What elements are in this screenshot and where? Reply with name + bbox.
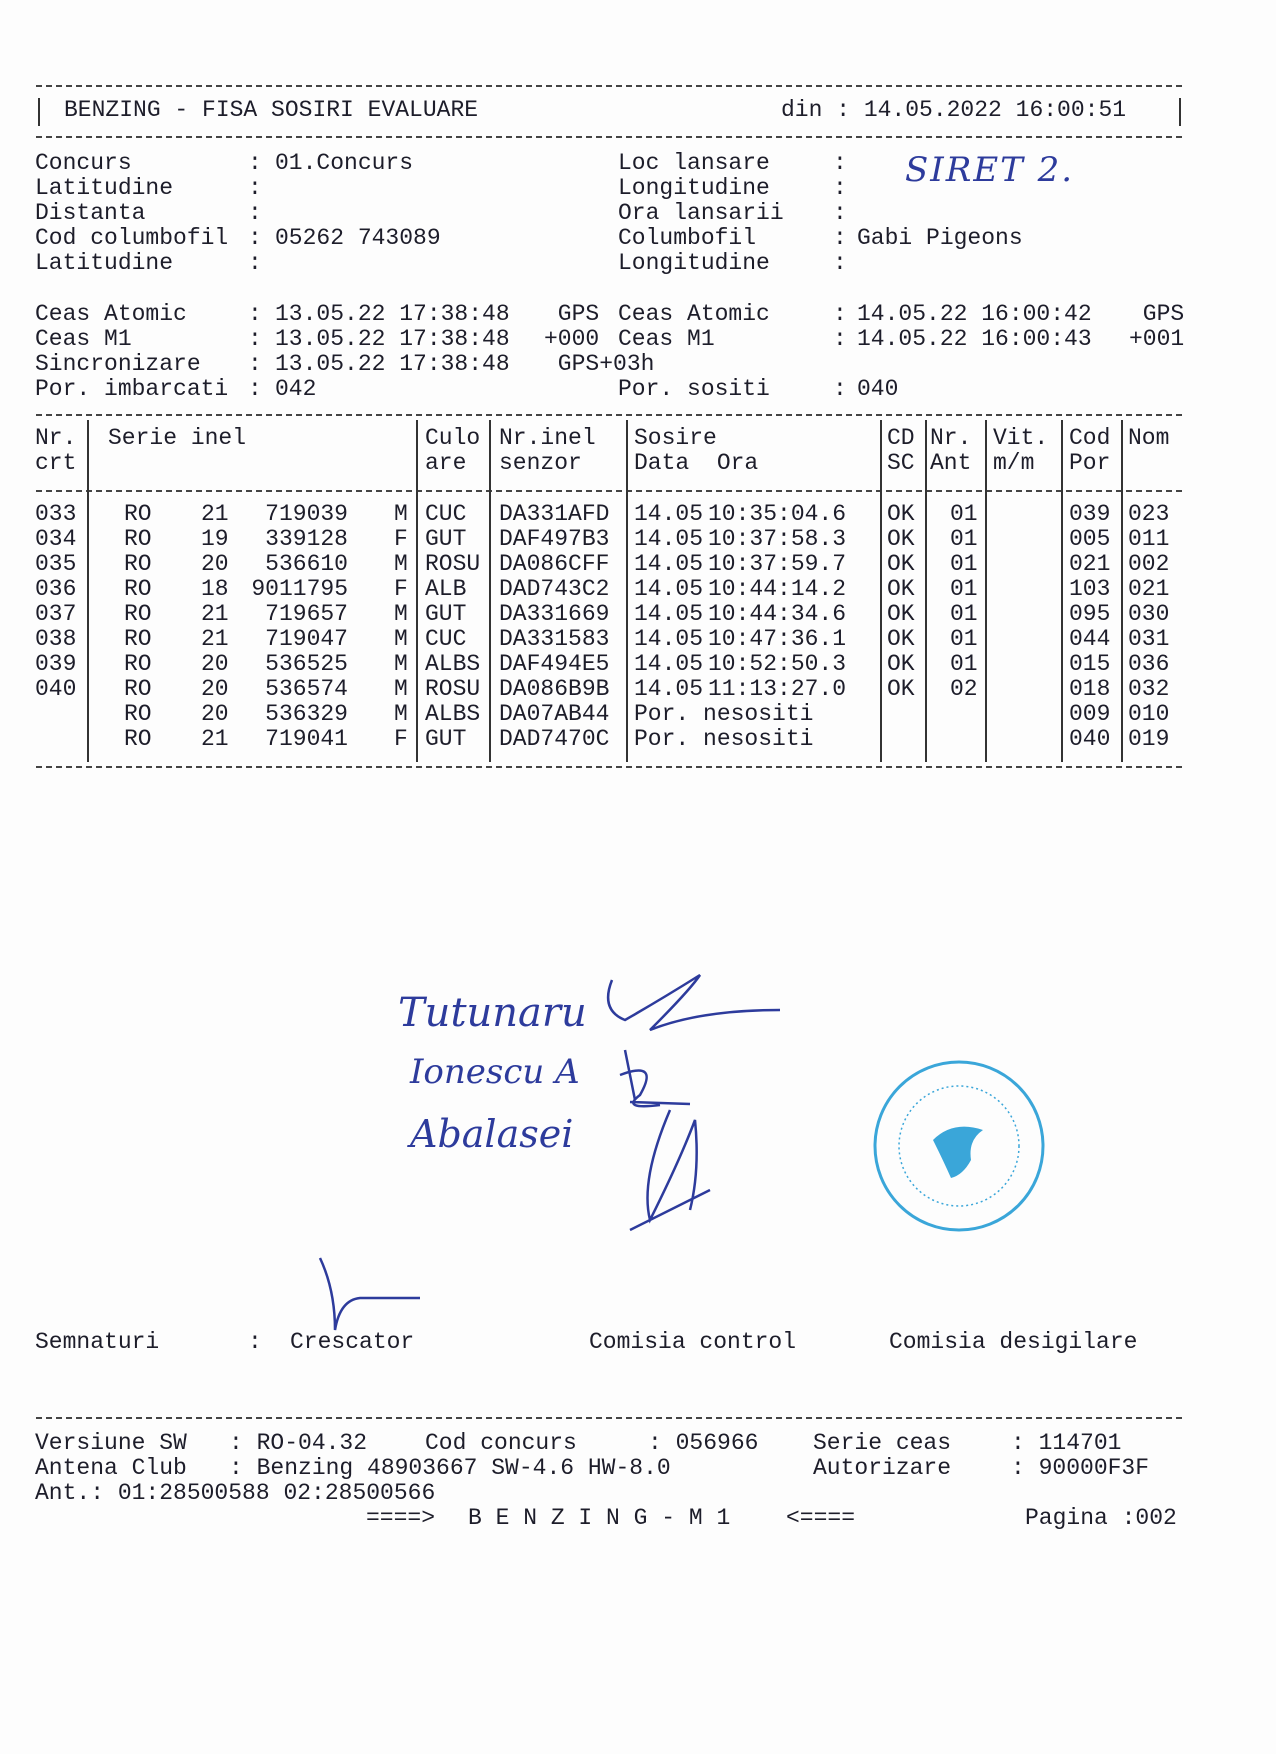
unsealing-committee-label: Comisia desigilare (889, 1329, 1138, 1355)
clock-suffix: +001 (1129, 326, 1185, 352)
cell-cdsc: OK (887, 576, 915, 602)
clock-label: Ceas M1 (618, 326, 715, 352)
header-sosire: Data Ora (634, 450, 759, 476)
cell-date: 14.05 (634, 601, 704, 627)
cell-year: 20 (201, 701, 229, 727)
cell-ring: 536574 (265, 676, 348, 702)
cell-color: ALB (425, 576, 467, 602)
info-label: Latitudine (35, 250, 174, 276)
cell-sensor: DAF494E5 (499, 651, 610, 677)
cell-sensor: DA331AFD (499, 501, 610, 527)
info-colon: : (833, 200, 847, 226)
cell-time: 10:37:59.7 (708, 551, 847, 577)
info-label: Longitudine (618, 175, 770, 201)
cell-country: RO (124, 676, 152, 702)
cell-nr: 039 (35, 651, 77, 677)
cell-color: CUC (425, 501, 467, 527)
cell-country: RO (124, 551, 152, 577)
column-divider (87, 420, 89, 762)
cell-nr: 040 (35, 676, 77, 702)
signature-name-3: Abalasei (410, 1112, 574, 1156)
header-ant: Nr. (930, 425, 972, 451)
cell-year: 20 (201, 676, 229, 702)
info-label: Columbofil (618, 225, 757, 251)
clock-serial-value: : 114701 (1011, 1430, 1122, 1456)
cell-year: 21 (201, 626, 229, 652)
cell-time: 10:44:34.6 (708, 601, 847, 627)
cell-nom: 002 (1128, 551, 1170, 577)
cell-time: 10:52:50.3 (708, 651, 847, 677)
info-colon: : (248, 150, 262, 176)
info-colon: : (248, 250, 262, 276)
column-divider (489, 420, 491, 762)
cell-country: RO (124, 701, 152, 727)
authorization-label: Autorizare (813, 1455, 952, 1481)
clock-colon: : (833, 326, 847, 352)
antenna-club-label: Antena Club (35, 1455, 187, 1481)
column-divider (416, 420, 418, 762)
clock-label: Ceas Atomic (618, 301, 770, 327)
cell-country: RO (124, 601, 152, 627)
clock-suffix: GPS (544, 301, 600, 327)
cell-date: 14.05 (634, 676, 704, 702)
cell-code: 103 (1069, 576, 1111, 602)
cell-date: 14.05 (634, 501, 704, 527)
column-divider (985, 420, 987, 762)
header-cod: Por (1069, 450, 1111, 476)
footer-rule (36, 1417, 1182, 1419)
cell-nom: 031 (1128, 626, 1170, 652)
cell-nom: 010 (1128, 701, 1170, 727)
info-label: Loc lansare (618, 150, 770, 176)
cell-ring: 719039 (265, 501, 348, 527)
cell-date: 14.05 (634, 626, 704, 652)
column-divider (626, 420, 628, 762)
clock-colon: : (248, 351, 262, 377)
cell-year: 20 (201, 551, 229, 577)
cell-sensor: DAD7470C (499, 726, 610, 752)
cell-year: 20 (201, 651, 229, 677)
cell-ring: 536525 (265, 651, 348, 677)
antenna-club-value: : Benzing 48903667 SW-4.6 HW-8.0 (229, 1455, 671, 1481)
clock-colon: : (248, 326, 262, 352)
cell-antenna: 02 (950, 676, 978, 702)
clock-value: 13.05.22 17:38:48 (275, 326, 510, 352)
arrow-left: ====> (366, 1505, 436, 1531)
clock-colon: : (833, 301, 847, 327)
cell-sensor: DA07AB44 (499, 701, 610, 727)
header-nr: Nr. (35, 425, 77, 451)
page-number: Pagina :002 (1025, 1505, 1177, 1531)
cell-time: 10:35:04.6 (708, 501, 847, 527)
header-cdsc: CD (887, 425, 915, 451)
cell-nom: 011 (1128, 526, 1170, 552)
cell-date: Por. nesositi (634, 726, 814, 752)
clock-suffix: GPS (1129, 301, 1185, 327)
cell-nom: 021 (1128, 576, 1170, 602)
cell-nr: 036 (35, 576, 77, 602)
cell-sex: F (394, 576, 408, 602)
cell-time: 10:44:14.2 (708, 576, 847, 602)
header-nom: Nom (1128, 425, 1170, 451)
header-vit: m/m (993, 450, 1035, 476)
cell-antenna: 01 (950, 626, 978, 652)
info-value: 01.Concurs (275, 150, 414, 176)
cell-antenna: 01 (950, 601, 978, 627)
cell-color: ROSU (425, 551, 481, 577)
cell-ring: 9011795 (251, 576, 348, 602)
cell-cdsc: OK (887, 676, 915, 702)
info-colon: : (248, 225, 262, 251)
clock-colon: : (248, 301, 262, 327)
cell-nom: 019 (1128, 726, 1170, 752)
cell-year: 21 (201, 726, 229, 752)
cell-country: RO (124, 501, 152, 527)
clock-value: 13.05.22 17:38:48 (275, 301, 510, 327)
cell-code: 009 (1069, 701, 1111, 727)
header-cod: Cod (1069, 425, 1111, 451)
info-label: Ora lansarii (618, 200, 784, 226)
signature-name-1: Tutunaru (398, 990, 587, 1036)
sw-version-label: Versiune SW (35, 1430, 187, 1456)
cell-code: 039 (1069, 501, 1111, 527)
cell-sex: M (394, 701, 408, 727)
cell-ring: 719047 (265, 626, 348, 652)
cell-cdsc: OK (887, 601, 915, 627)
cell-color: ROSU (425, 676, 481, 702)
cell-time: 11:13:27.0 (708, 676, 847, 702)
column-divider (1121, 420, 1123, 762)
cell-sensor: DA086CFF (499, 551, 610, 577)
cell-sex: M (394, 651, 408, 677)
control-committee-label: Comisia control (589, 1329, 797, 1355)
cell-ring: 719657 (265, 601, 348, 627)
cell-date: 14.05 (634, 551, 704, 577)
cell-antenna: 01 (950, 526, 978, 552)
signatures-colon: : (248, 1329, 262, 1355)
cell-sex: M (394, 501, 408, 527)
breeder-signature-label: Crescator (290, 1329, 415, 1355)
cell-code: 015 (1069, 651, 1111, 677)
cell-nom: 023 (1128, 501, 1170, 527)
header-sosire: Sosire (634, 425, 717, 451)
cell-antenna: 01 (950, 651, 978, 677)
cell-sensor: DA331583 (499, 626, 610, 652)
clock-value: 042 (275, 376, 317, 402)
info-colon: : (833, 150, 847, 176)
cell-nom: 032 (1128, 676, 1170, 702)
cell-ring: 536610 (265, 551, 348, 577)
signatures-label: Semnaturi (35, 1329, 160, 1355)
cell-date: Por. nesositi (634, 701, 814, 727)
cell-nr: 037 (35, 601, 77, 627)
cell-time: 10:47:36.1 (708, 626, 847, 652)
cell-country: RO (124, 526, 152, 552)
cell-code: 005 (1069, 526, 1111, 552)
cell-date: 14.05 (634, 526, 704, 552)
column-divider (1061, 420, 1063, 762)
cell-nom: 036 (1128, 651, 1170, 677)
cell-sensor: DAF497B3 (499, 526, 610, 552)
info-value: 05262 743089 (275, 225, 441, 251)
contest-code-value: : 056966 (648, 1430, 759, 1456)
cell-sex: F (394, 526, 408, 552)
cell-cdsc: OK (887, 626, 915, 652)
sw-version-value: : RO-04.32 (229, 1430, 368, 1456)
contest-code-label: Cod concurs (425, 1430, 577, 1456)
pigeon-icon (933, 1127, 983, 1178)
info-label: Cod columbofil (35, 225, 229, 251)
info-label: Latitudine (35, 175, 174, 201)
cell-ring: 536329 (265, 701, 348, 727)
cell-code: 021 (1069, 551, 1111, 577)
cell-sex: M (394, 676, 408, 702)
clock-suffix: +000 (544, 326, 600, 352)
cell-time: 10:37:58.3 (708, 526, 847, 552)
clock-value: 14.05.22 16:00:42 (857, 301, 1092, 327)
clock-suffix: GPS+03h (544, 351, 655, 377)
cell-year: 21 (201, 501, 229, 527)
cell-antenna: 01 (950, 576, 978, 602)
clock-label: Sincronizare (35, 351, 201, 377)
column-divider (880, 420, 882, 762)
authorization-value: : 90000F3F (1011, 1455, 1150, 1481)
clock-value: 14.05.22 16:00:43 (857, 326, 1092, 352)
cell-color: ALBS (425, 701, 481, 727)
header-culoare: Culo (425, 425, 481, 451)
cell-antenna: 01 (950, 551, 978, 577)
cell-sex: M (394, 626, 408, 652)
info-colon: : (248, 200, 262, 226)
cell-sex: M (394, 551, 408, 577)
cell-code: 044 (1069, 626, 1111, 652)
clock-label: Por. imbarcati (35, 376, 229, 402)
cell-code: 040 (1069, 726, 1111, 752)
cell-cdsc: OK (887, 526, 915, 552)
clock-value: 040 (857, 376, 899, 402)
cell-ring: 339128 (265, 526, 348, 552)
cell-country: RO (124, 651, 152, 677)
cell-cdsc: OK (887, 501, 915, 527)
header-culoare: are (425, 450, 467, 476)
cell-nr: 035 (35, 551, 77, 577)
cell-year: 19 (201, 526, 229, 552)
cell-nr: 034 (35, 526, 77, 552)
signature-name-2: Ionescu A (410, 1052, 580, 1092)
cell-country: RO (124, 726, 152, 752)
cell-sex: F (394, 726, 408, 752)
header-serie: Serie inel (108, 425, 247, 451)
cell-year: 18 (201, 576, 229, 602)
arrow-right: <==== (786, 1505, 856, 1531)
cell-country: RO (124, 626, 152, 652)
cell-color: ALBS (425, 651, 481, 677)
info-value: Gabi Pigeons (857, 225, 1023, 251)
club-stamp (873, 1060, 1045, 1232)
info-label: Concurs (35, 150, 132, 176)
info-label: Longitudine (618, 250, 770, 276)
column-divider (925, 420, 927, 762)
cell-color: GUT (425, 526, 467, 552)
cell-color: CUC (425, 626, 467, 652)
header-senzor: Nr.inel (499, 425, 596, 451)
cell-nom: 030 (1128, 601, 1170, 627)
cell-year: 21 (201, 601, 229, 627)
info-colon: : (833, 250, 847, 276)
cell-nr: 033 (35, 501, 77, 527)
cell-sensor: DA331669 (499, 601, 610, 627)
clock-colon: : (248, 376, 262, 402)
clock-label: Ceas Atomic (35, 301, 187, 327)
page-title: BENZING - FISA SOSIRI EVALUARE (64, 97, 479, 123)
clock-serial-label: Serie ceas (813, 1430, 952, 1456)
cell-color: GUT (425, 726, 467, 752)
header-senzor: senzor (499, 450, 582, 476)
cell-code: 095 (1069, 601, 1111, 627)
cell-antenna: 01 (950, 501, 978, 527)
header-cdsc: SC (887, 450, 915, 476)
cell-color: GUT (425, 601, 467, 627)
report-date: din : 14.05.2022 16:00:51 (781, 97, 1127, 123)
cell-cdsc: OK (887, 551, 915, 577)
cell-nr: 038 (35, 626, 77, 652)
cell-cdsc: OK (887, 651, 915, 677)
cell-sex: M (394, 601, 408, 627)
clock-colon: : (833, 376, 847, 402)
clock-label: Por. sositi (618, 376, 770, 402)
cell-sensor: DA086B9B (499, 676, 610, 702)
cell-date: 14.05 (634, 651, 704, 677)
info-label: Distanta (35, 200, 146, 226)
clock-label: Ceas M1 (35, 326, 132, 352)
info-colon: : (833, 175, 847, 201)
brand-banner: B E N Z I N G - M 1 (468, 1505, 731, 1531)
cell-country: RO (124, 576, 152, 602)
cell-ring: 719041 (265, 726, 348, 752)
header-ant: Ant (930, 450, 972, 476)
info-colon: : (833, 225, 847, 251)
info-colon: : (248, 175, 262, 201)
cell-code: 018 (1069, 676, 1111, 702)
antenna-ids: Ant.: 01:28500588 02:28500566 (35, 1480, 436, 1506)
cell-date: 14.05 (634, 576, 704, 602)
header-nr: crt (35, 450, 77, 476)
handwritten-location: SIRET 2. (905, 150, 1075, 190)
clock-value: 13.05.22 17:38:48 (275, 351, 510, 377)
header-vit: Vit. (993, 425, 1049, 451)
cell-sensor: DAD743C2 (499, 576, 610, 602)
